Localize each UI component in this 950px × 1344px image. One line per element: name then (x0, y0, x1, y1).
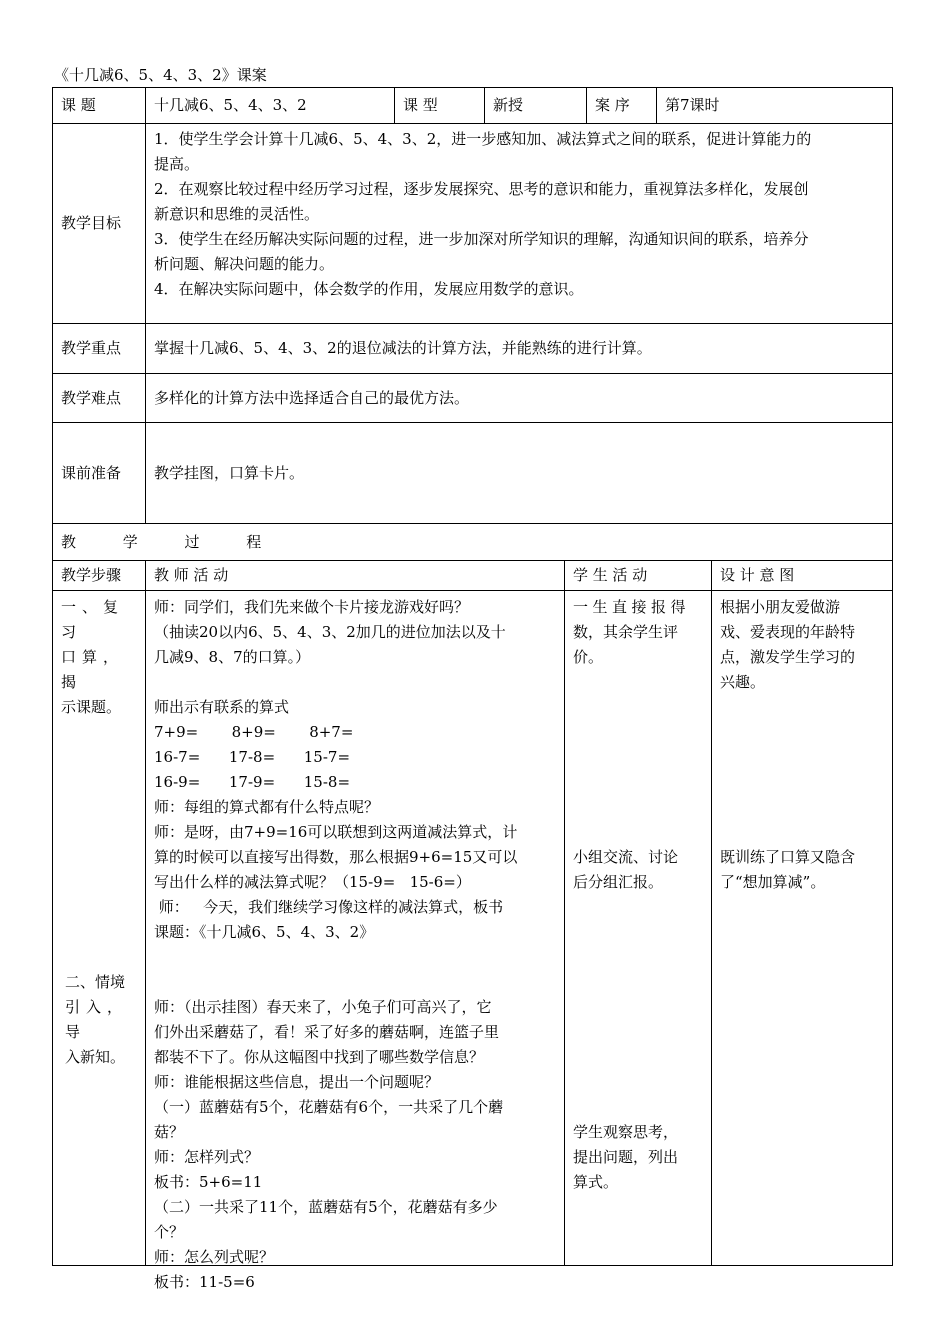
design-line: 既训练了口算又隐含 (720, 848, 856, 866)
student-column (565, 591, 712, 1265)
teacher-line (154, 670, 556, 695)
goals-row (53, 124, 892, 324)
goal-line: 4．在解决实际问题中，体会数学的作用，发展应用数学的意识。 (154, 280, 584, 298)
teacher-line: （一）蓝蘑菇有5个，花蘑菇有6个，一共采了几个蘑 (154, 1098, 504, 1116)
document-title: 《十几减6、5、4、3、2》课案 (54, 66, 267, 84)
prep-row (53, 423, 892, 524)
key-point-label: 教学重点 (53, 324, 146, 373)
teacher-line: 师： 今天，我们继续学习像这样的减法算式，板书 (154, 898, 504, 916)
topic-label: 课 题 (53, 88, 146, 123)
type-label: 课 型 (395, 88, 485, 123)
process-title-row (53, 524, 892, 561)
goal-line: 析问题、解决问题的能力。 (154, 255, 335, 273)
teacher-line: （二）一共采了11个，蓝蘑菇有5个，花蘑菇有多少 (154, 1198, 498, 1216)
teacher-line: 们外出采蘑菇了，看！采了好多的蘑菇啊，连篮子里 (154, 1023, 500, 1041)
teacher-header: 教 师 活 动 (146, 561, 565, 590)
design-line: 点，激发学生学习的 (720, 648, 856, 666)
teacher-line: 师：是呀，由7+9=16可以联想到这两道减法算式，计 (154, 823, 518, 841)
difficulty-value: 多样化的计算方法中选择适合自己的最优方法。 (154, 388, 470, 407)
header-row (53, 88, 892, 124)
order-label: 案 序 (587, 88, 657, 123)
teacher-line: 写出什么样的减法算式呢？（15-9= 15-6=） (154, 873, 471, 891)
student-line: 一生直接报得 (573, 598, 691, 616)
step-line: 一、复习 (61, 598, 125, 641)
teacher-line (154, 945, 556, 970)
teacher-line: 都装不下了。你从这幅图中找到了哪些数学信息？ (154, 1048, 485, 1066)
topic-value: 十几减6、5、4、3、2 (146, 88, 395, 123)
student-header: 学 生 活 动 (565, 561, 712, 590)
teacher-line (154, 970, 556, 995)
order-value: 第7课时 (665, 96, 720, 114)
student-line: 小组交流、讨论 (573, 848, 679, 866)
design-line: 戏、爱表现的年龄特 (720, 623, 856, 641)
steps-column (53, 591, 146, 1265)
step-1 (61, 595, 141, 720)
teacher-line: 师：怎样列式？ (154, 1148, 260, 1166)
difficulty-label: 教学难点 (53, 374, 146, 422)
teacher-line: 个？ (154, 1223, 185, 1241)
design-column (712, 591, 892, 1265)
design-block-2 (720, 845, 884, 895)
design-block-1 (720, 595, 884, 695)
design-line: 根据小朋友爱做游 (720, 598, 841, 616)
teacher-line: 师出示有联系的算式 (154, 698, 290, 716)
teacher-line: 几减9、8、7的口算。） (154, 648, 311, 666)
teacher-line: 师：谁能根据这些信息，提出一个问题呢？ (154, 1073, 440, 1091)
teacher-line: 7+9= 8+9= 8+7= (154, 723, 354, 741)
teacher-line: 算的时候可以直接写出得数，那么根据9+6=15又可以 (154, 848, 518, 866)
goal-line: 3．使学生在经历解决实际问题的过程，进一步加深对所学知识的理解，沟通知识间的联系，培养分 (154, 230, 809, 248)
student-line: 学生观察思考， (573, 1123, 679, 1141)
goal-line: 提高。 (154, 155, 200, 173)
process-header-row (53, 561, 892, 591)
student-line: 后分组汇报。 (573, 873, 664, 891)
student-line: 数，其余学生评 (573, 623, 679, 641)
prep-label: 课前准备 (53, 423, 146, 523)
teacher-line: 板书：11-5=6 (154, 1273, 255, 1291)
teacher-line: 菇？ (154, 1123, 185, 1141)
teacher-line: 师：同学们，我们先来做个卡片接龙游戏好吗？ (154, 598, 470, 616)
process-body-row (53, 591, 892, 1291)
goal-line: 1．使学生学会计算十几减6、5、4、3、2，进一步感知加、减法算式之间的联系，促进计算能力的 (154, 130, 812, 148)
teacher-line: （抽读20以内6、5、4、3、2加几的进位加法以及十 (154, 623, 506, 641)
lesson-plan-table (52, 87, 893, 1291)
step-line: 口算，揭 (61, 648, 125, 691)
student-block-3 (573, 1120, 708, 1195)
teacher-line: 师：怎么列式呢？ (154, 1248, 275, 1266)
key-point-row (53, 324, 892, 374)
teacher-line: 16-7= 17-8= 15-7= (154, 748, 351, 766)
teacher-column (146, 591, 565, 1291)
design-header: 设 计 意 图 (720, 566, 795, 584)
step-header: 教学步骤 (53, 561, 146, 590)
step-line: 入新知。 (65, 1048, 126, 1066)
type-value: 新授 (485, 88, 587, 123)
goal-line: 新意识和思维的灵活性。 (154, 205, 320, 223)
student-line: 算式。 (573, 1173, 619, 1191)
teacher-line: 16-9= 17-9= 15-8= (154, 773, 351, 791)
goals-label: 教学目标 (53, 124, 146, 323)
teacher-line: 师：每组的算式都有什么特点呢？ (154, 798, 380, 816)
design-line: 兴趣。 (720, 673, 766, 691)
process-title (53, 524, 892, 560)
goals-content (146, 124, 892, 323)
process-title-text: 教 学 过 程 (61, 532, 283, 551)
teacher-line: 课题：《十几减6、5、4、3、2》 (154, 923, 375, 941)
teacher-line: 板书：5+6=11 (154, 1173, 263, 1191)
goal-line: 2．在观察比较过程中经历学习过程，逐步发展探究、思考的意识和能力，重视算法多样化，发展创 (154, 180, 809, 198)
prep-value: 教学挂图，口算卡片。 (154, 463, 305, 482)
student-block-2 (573, 845, 708, 895)
difficulty-row (53, 374, 892, 423)
step-2 (65, 970, 145, 1070)
key-point-value: 掌握十几减6、5、4、3、2的退位减法的计算方法，并能熟练的进行计算。 (154, 339, 652, 357)
step-line: 二、情境 (65, 973, 126, 991)
design-line: 了“想加算减”。 (720, 873, 826, 891)
step-line: 示课题。 (61, 698, 122, 716)
student-line: 价。 (573, 648, 604, 666)
step-line: 引入，导 (65, 998, 129, 1041)
teacher-line: 师：（出示挂图）春天来了，小兔子们可高兴了，它 (154, 998, 492, 1016)
student-block-1 (573, 595, 703, 670)
student-line: 提出问题，列出 (573, 1148, 679, 1166)
